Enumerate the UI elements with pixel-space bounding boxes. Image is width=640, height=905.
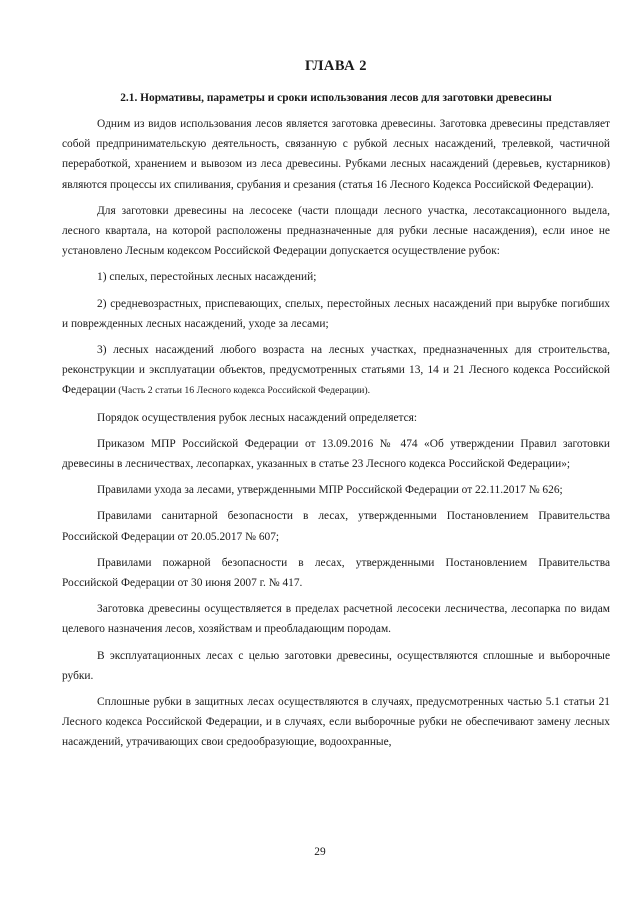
list-item bbox=[62, 340, 610, 402]
chapter-title: ГЛАВА 2 bbox=[305, 58, 367, 74]
paragraph: Для заготовки древесины на лесосеке (части площади лесного участка, лесотаксационного выдела, лесного квартала, на которой расположены предназначенные для рубки лесные насаждения), если иное не установлено Лесным кодексом Российской Федерации допускается осуществление рубок: bbox=[62, 204, 610, 258]
section-title: 2.1. Нормативы, параметры и сроки использования лесов для заготовки древесины bbox=[120, 92, 552, 104]
paragraph: Сплошные рубки в защитных лесах осуществляются в случаях, предусмотренных частью 5.1 статьи 21 Лесного кодекса Российской Федерации, и в случаях, если выборочные рубки не обеспечивают замену лесных насаждений, утрачивающих свои средообразующие, водоохранные, bbox=[62, 696, 610, 749]
paragraph: Заготовка древесины осуществляется в пределах расчетной лесосеки лесничества, лесопарка по видам целевого назначения лесов, хозяйствам и преобладающим породам. bbox=[62, 603, 610, 636]
page-number: 29 bbox=[314, 846, 326, 858]
document-page bbox=[62, 58, 610, 753]
paragraph: В эксплуатационных лесах с целью заготовки древесины, осуществляются сплошные и выборочные рубки. bbox=[62, 649, 610, 682]
list-item-text: 3) лесных насаждений любого возраста на лесных участках, предназначенных для строительства, реконструкции и эксплуатации объектов, предусмотренных статьями 13, 14 и 21 Лесного кодекса Российской Федерации bbox=[62, 344, 610, 397]
paragraph: Одним из видов использования лесов является заготовка древесины. Заготовка древесины представляет собой предпринимательскую деятельность, связанную с рубкой лесных насаждений, трелевкой, частичной переработкой, хранением и вывозом из леса древесины. Рубками лесных насаждений (деревьев, кустарников) являются процессы их спиливания, срубания и срезания (статья 16 Лесного Кодекса Российской Федерации). bbox=[62, 118, 610, 191]
list-item: Правилами ухода за лесами, утвержденными МПР Российской Федерации от 22.11.2017 № 626; bbox=[97, 484, 563, 497]
paragraph: Порядок осуществления рубок лесных насаждений определяется: bbox=[97, 411, 418, 424]
source-note: (Часть 2 статьи 16 Лесного кодекса Российской Федерации). bbox=[115, 385, 371, 397]
list-item: Правилами пожарной безопасности в лесах, утвержденными Постановлением Правительства Российской Федерации от 30 июня 2007 г. № 417. bbox=[62, 556, 610, 590]
list-item: Правилами санитарной безопасности в лесах, утвержденными Постановлением Правительства Российской Федерации от 20.05.2017 № 607; bbox=[62, 510, 610, 543]
list-item: 2) средневозрастных, приспевающих, спелых, перестойных лесных насаждений при вырубке погибших и поврежденных лесных насаждений, уходе за лесами; bbox=[62, 297, 610, 330]
list-item: 1) спелых, перестойных лесных насаждений; bbox=[97, 271, 317, 284]
list-item: Приказом МПР Российской Федерации от 13.09.2016 № 474 «Об утверждении Правил заготовки древесины в лесничествах, лесопарках, указанных в статье 23 Лесного кодекса Российской Федерации»; bbox=[62, 437, 610, 471]
